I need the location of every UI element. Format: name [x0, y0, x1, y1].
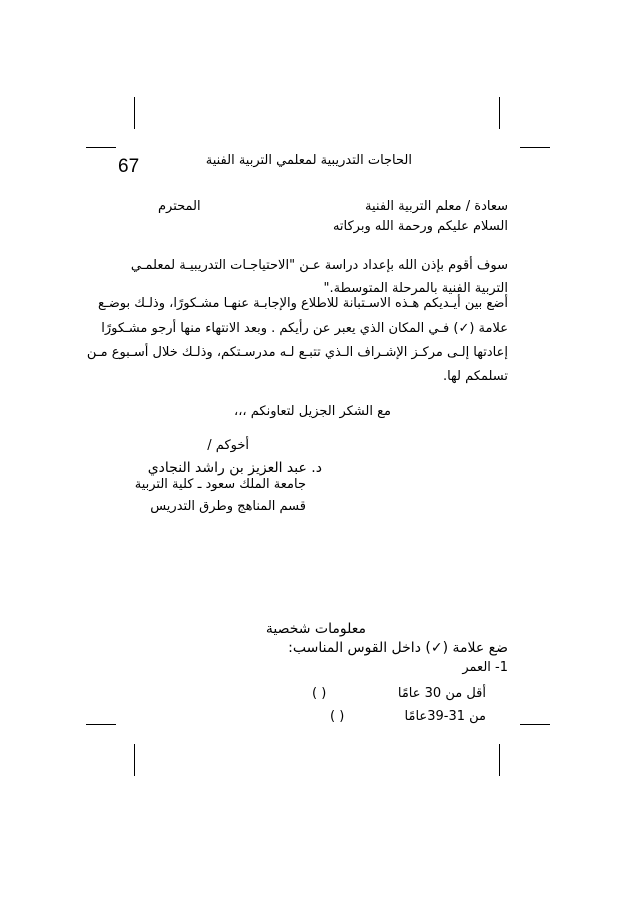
option-label: أقل من 30 عامًا: [397, 686, 486, 701]
crop-mark-top-right-vertical: [499, 97, 500, 129]
body-line-3: أضع بين أيـديكم هـذه الاسـتبانة للاطلاع والإجابـة عنهـا مشـكورًا، وذلـك بوضـع: [97, 296, 508, 311]
option-bracket[interactable]: ( ): [330, 709, 345, 724]
body-line-6: تسلمكم لها.: [442, 369, 508, 384]
crop-mark-top-left-horizontal: [86, 147, 116, 148]
recipient-line: سعادة / معلم التربية الفنية: [365, 199, 508, 214]
crop-mark-bottom-left-vertical: [134, 744, 135, 776]
option-bracket[interactable]: ( ): [312, 686, 327, 701]
signature-department: قسم المناهج وطرق التدريس: [150, 499, 306, 514]
instruction-line: ضع علامة (✓) داخل القوس المناسب:: [288, 640, 508, 656]
signature-affiliation: جامعة الملك سعود ـ كلية التربية: [134, 477, 306, 492]
closing-line: أخوكم /: [207, 438, 249, 453]
crop-mark-top-right-horizontal: [520, 147, 550, 148]
running-title: الحاجات التدريبية لمعلمي التربية الفنية: [205, 153, 412, 168]
respected-title: المحترم: [158, 199, 201, 214]
page-number: 67: [118, 156, 140, 177]
question-age: 1- العمر: [462, 660, 508, 675]
crop-mark-top-left-vertical: [134, 97, 135, 129]
crop-mark-bottom-left-horizontal: [86, 724, 116, 725]
body-line-5: إعادتها إلـى مركـز الإشـراف الـذي تتبـع لـه مدرسـتكم، وذلـك خلال أسـبوع مـن: [86, 345, 508, 360]
greeting-line: السلام عليكم ورحمة الله وبركاته: [332, 219, 508, 234]
body-line-4: علامة (✓) فـي المكان الذي يعبر عن رأيكم . وبعد الانتهاء منها أرجو مشـكورًا: [101, 321, 508, 336]
body-line-2: التربية الفنية بالمرحلة المتوسطة.": [323, 281, 508, 296]
body-line-1: سوف أقوم بإذن الله بإعداد دراسة عـن "الاحتياجـات التدريبيـة لمعلمـي: [130, 258, 508, 273]
crop-mark-bottom-right-horizontal: [520, 724, 550, 725]
crop-mark-bottom-right-vertical: [499, 744, 500, 776]
thanks-line: مع الشكر الجزيل لتعاونكم ،،،: [234, 404, 391, 419]
option-label: من 31-39عامًا: [404, 709, 486, 724]
section-title: معلومات شخصية: [265, 621, 366, 637]
signature-name: د. عبد العزيز بن راشد النجادي: [147, 460, 322, 476]
